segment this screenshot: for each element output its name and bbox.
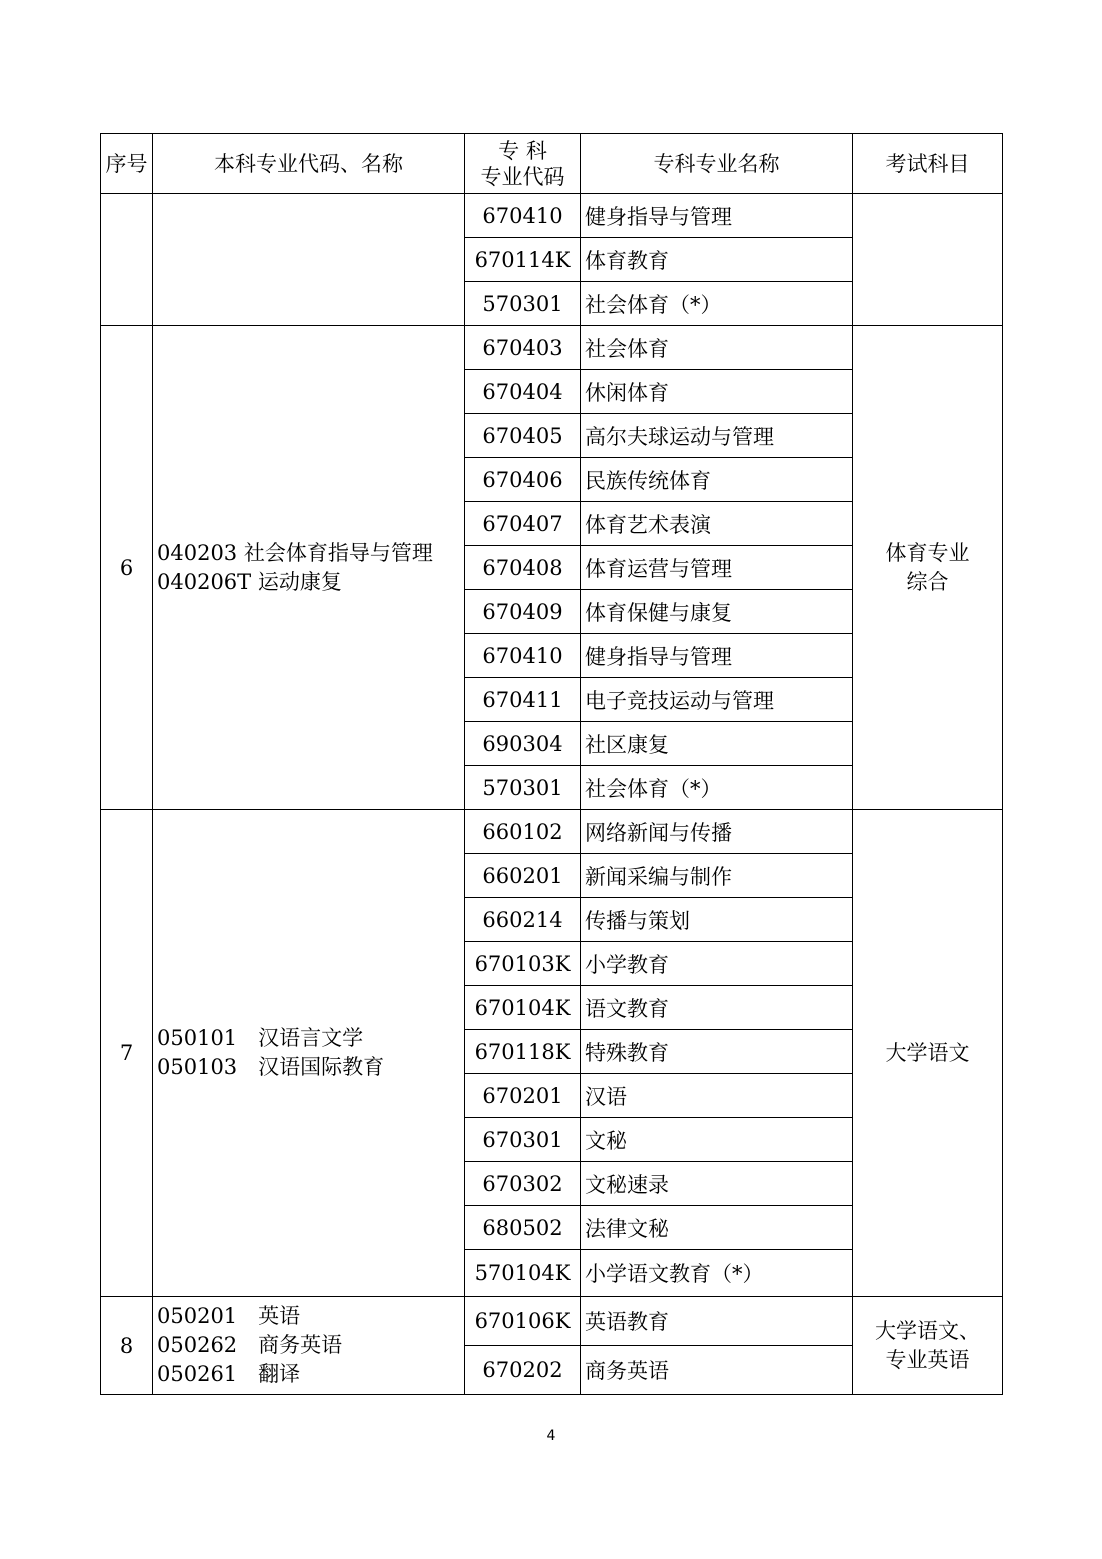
- bk-major-line: 050262 商务英语: [157, 1333, 343, 1357]
- zk-name-cell: 网络新闻与传播: [581, 810, 853, 854]
- zk-code-cell: 670302: [465, 1162, 581, 1206]
- exam-subject-line: 大学语文: [885, 1040, 970, 1065]
- header-bk-major: 本科专业代码、名称: [153, 134, 465, 194]
- majors-table: [100, 133, 1003, 1395]
- zk-code-cell: 670118K: [465, 1030, 581, 1074]
- bk-major-cell: [153, 326, 465, 810]
- exam-subject-line: 综合: [906, 569, 949, 594]
- header-subject: 考试科目: [853, 134, 1003, 194]
- zk-code-cell: 680502: [465, 1206, 581, 1250]
- zk-name-cell: 高尔夫球运动与管理: [581, 414, 853, 458]
- header-seq: 序号: [101, 134, 153, 194]
- exam-subject-cell: [853, 194, 1003, 326]
- zk-code-cell: 670411: [465, 678, 581, 722]
- table-row: [101, 1297, 1003, 1346]
- zk-code-cell: 670410: [465, 634, 581, 678]
- zk-code-cell: 670201: [465, 1074, 581, 1118]
- zk-name-cell: 体育艺术表演: [581, 502, 853, 546]
- zk-code-cell: 670404: [465, 370, 581, 414]
- zk-code-cell: 660201: [465, 854, 581, 898]
- zk-code-cell: 670103K: [465, 942, 581, 986]
- zk-name-cell: 社区康复: [581, 722, 853, 766]
- zk-code-cell: 570301: [465, 282, 581, 326]
- zk-name-cell: 商务英语: [581, 1346, 853, 1395]
- zk-name-cell: 社会体育（*）: [581, 766, 853, 810]
- header-zk-code: [465, 134, 581, 194]
- zk-code-cell: 570104K: [465, 1250, 581, 1297]
- zk-code-cell: 660102: [465, 810, 581, 854]
- exam-subject-cell: [853, 326, 1003, 810]
- zk-name-cell: 英语教育: [581, 1297, 853, 1346]
- bk-major-cell: [153, 194, 465, 326]
- zk-code-cell: 670114K: [465, 238, 581, 282]
- zk-name-cell: 小学教育: [581, 942, 853, 986]
- zk-name-cell: 文秘: [581, 1118, 853, 1162]
- zk-code-cell: 670407: [465, 502, 581, 546]
- zk-code-cell: 670408: [465, 546, 581, 590]
- header-zk-code-line1: 专 科: [498, 138, 547, 163]
- zk-code-cell: 670410: [465, 194, 581, 238]
- header-row: [101, 134, 1003, 194]
- zk-code-cell: 670301: [465, 1118, 581, 1162]
- zk-code-cell: 670409: [465, 590, 581, 634]
- zk-code-cell: 670406: [465, 458, 581, 502]
- exam-subject-cell: [853, 1297, 1003, 1395]
- table-row: [101, 810, 1003, 854]
- seq-cell: 8: [101, 1297, 153, 1395]
- zk-name-cell: 电子竞技运动与管理: [581, 678, 853, 722]
- zk-name-cell: 传播与策划: [581, 898, 853, 942]
- zk-name-cell: 文秘速录: [581, 1162, 853, 1206]
- exam-subject-line: 专业英语: [885, 1347, 970, 1372]
- header-zk-code-line2: 专业代码: [480, 164, 565, 189]
- table-row: [101, 326, 1003, 370]
- zk-name-cell: 语文教育: [581, 986, 853, 1030]
- exam-subject-line: 体育专业: [885, 540, 970, 565]
- zk-name-cell: 体育保健与康复: [581, 590, 853, 634]
- zk-name-cell: 体育运营与管理: [581, 546, 853, 590]
- exam-subject-cell: [853, 810, 1003, 1297]
- zk-name-cell: 健身指导与管理: [581, 634, 853, 678]
- zk-code-cell: 690304: [465, 722, 581, 766]
- zk-code-cell: 660214: [465, 898, 581, 942]
- seq-cell: [101, 194, 153, 326]
- bk-major-line: 050103 汉语国际教育: [157, 1055, 385, 1079]
- zk-name-cell: 社会体育: [581, 326, 853, 370]
- bk-major-line: 040203 社会体育指导与管理: [157, 540, 433, 565]
- table-row: [101, 194, 1003, 238]
- zk-name-cell: 法律文秘: [581, 1206, 853, 1250]
- zk-code-cell: 670405: [465, 414, 581, 458]
- zk-name-cell: 社会体育（*）: [581, 282, 853, 326]
- bk-major-cell: [153, 1297, 465, 1395]
- seq-cell: 6: [101, 326, 153, 810]
- zk-name-cell: 新闻采编与制作: [581, 854, 853, 898]
- bk-major-line: 050201 英语: [157, 1304, 301, 1328]
- page-number: 4: [546, 1428, 556, 1444]
- seq-cell: 7: [101, 810, 153, 1297]
- zk-code-cell: 670104K: [465, 986, 581, 1030]
- zk-code-cell: 670403: [465, 326, 581, 370]
- zk-name-cell: 特殊教育: [581, 1030, 853, 1074]
- zk-name-cell: 健身指导与管理: [581, 194, 853, 238]
- bk-major-line: 050101 汉语言文学: [157, 1026, 364, 1050]
- zk-name-cell: 民族传统体育: [581, 458, 853, 502]
- zk-code-cell: 570301: [465, 766, 581, 810]
- exam-subject-line: 大学语文、: [875, 1318, 980, 1343]
- zk-code-cell: 670202: [465, 1346, 581, 1395]
- zk-name-cell: 休闲体育: [581, 370, 853, 414]
- zk-name-cell: 体育教育: [581, 238, 853, 282]
- bk-major-line: 040206T 运动康复: [157, 569, 342, 594]
- bk-major-line: 050261 翻译: [157, 1362, 301, 1386]
- zk-name-cell: 汉语: [581, 1074, 853, 1118]
- header-zk-name: 专科专业名称: [581, 134, 853, 194]
- zk-name-cell: 小学语文教育（*）: [581, 1250, 853, 1297]
- zk-code-cell: 670106K: [465, 1297, 581, 1346]
- bk-major-cell: [153, 810, 465, 1297]
